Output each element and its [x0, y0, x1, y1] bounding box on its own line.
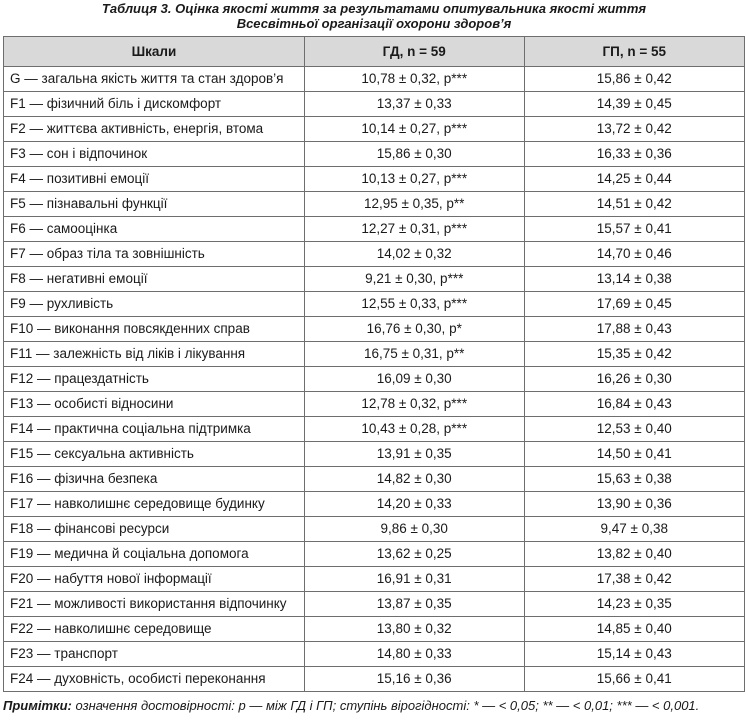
- gd-value-cell: 13,87 ± 0,35: [304, 592, 524, 617]
- gd-value-cell: 9,86 ± 0,30: [304, 517, 524, 542]
- scale-name-cell: F6 — самооцінка: [4, 217, 305, 242]
- gd-value-cell: 14,82 ± 0,30: [304, 467, 524, 492]
- gd-value-cell: 15,16 ± 0,36: [304, 667, 524, 692]
- table-row: [4, 192, 745, 217]
- footnote-label: Примітки:: [3, 698, 72, 713]
- table-row: [4, 492, 745, 517]
- table-row: [4, 267, 745, 292]
- gd-value-cell: 16,91 ± 0,31: [304, 567, 524, 592]
- scale-name-cell: F19 — медична й соціальна допомога: [4, 542, 305, 567]
- scale-name-cell: F12 — працездатність: [4, 367, 305, 392]
- scale-name-cell: F4 — позитивні емоції: [4, 167, 305, 192]
- table-row: [4, 567, 745, 592]
- gd-value-cell: 16,76 ± 0,30, p*: [304, 317, 524, 342]
- scale-name-cell: F18 — фінансові ресурси: [4, 517, 305, 542]
- gd-value-cell: 12,78 ± 0,32, p***: [304, 392, 524, 417]
- gd-value-cell: 10,13 ± 0,27, p***: [304, 167, 524, 192]
- gp-value-cell: 15,66 ± 0,41: [524, 667, 745, 692]
- scale-name-cell: F17 — навколишнє середовище будинку: [4, 492, 305, 517]
- gp-value-cell: 13,14 ± 0,38: [524, 267, 745, 292]
- scale-name-cell: F1 — фізичний біль і дискомфорт: [4, 92, 305, 117]
- gp-value-cell: 15,86 ± 0,42: [524, 67, 745, 92]
- table-row: [4, 117, 745, 142]
- scale-name-cell: F13 — особисті відносини: [4, 392, 305, 417]
- gd-value-cell: 15,86 ± 0,30: [304, 142, 524, 167]
- scale-name-cell: F11 — залежність від ліків і лікування: [4, 342, 305, 367]
- table-row: [4, 517, 745, 542]
- scale-name-cell: F8 — негативні емоції: [4, 267, 305, 292]
- gd-value-cell: 13,37 ± 0,33: [304, 92, 524, 117]
- gp-value-cell: 14,51 ± 0,42: [524, 192, 745, 217]
- table-row: [4, 592, 745, 617]
- gd-value-cell: 14,20 ± 0,33: [304, 492, 524, 517]
- gd-value-cell: 12,27 ± 0,31, p***: [304, 217, 524, 242]
- gd-value-cell: 16,09 ± 0,30: [304, 367, 524, 392]
- gp-value-cell: 17,38 ± 0,42: [524, 567, 745, 592]
- header-gd: ГД, n = 59: [304, 37, 524, 67]
- gp-value-cell: 14,39 ± 0,45: [524, 92, 745, 117]
- footnote-text: означення достовірності: p — між ГД і ГП; ступінь вірогідності: * — < 0,05; ** — < 0,01; *** — < 0,001.: [71, 698, 700, 713]
- table-row: [4, 92, 745, 117]
- table-row: [4, 617, 745, 642]
- table-header-row: [4, 37, 745, 67]
- table-row: [4, 142, 745, 167]
- table-row: [4, 467, 745, 492]
- table-row: [4, 167, 745, 192]
- gd-value-cell: 10,43 ± 0,28, p***: [304, 417, 524, 442]
- gd-value-cell: 10,14 ± 0,27, p***: [304, 117, 524, 142]
- table-row: [4, 67, 745, 92]
- scale-name-cell: G — загальна якість життя та стан здоров’я: [4, 67, 305, 92]
- quality-of-life-table: [3, 36, 745, 692]
- gp-value-cell: 15,57 ± 0,41: [524, 217, 745, 242]
- table-row: [4, 667, 745, 692]
- gp-value-cell: 15,35 ± 0,42: [524, 342, 745, 367]
- gp-value-cell: 16,33 ± 0,36: [524, 142, 745, 167]
- table-row: [4, 417, 745, 442]
- table-caption: [0, 0, 748, 31]
- scale-name-cell: F23 — транспорт: [4, 642, 305, 667]
- gp-value-cell: 13,72 ± 0,42: [524, 117, 745, 142]
- gp-value-cell: 14,23 ± 0,35: [524, 592, 745, 617]
- scale-name-cell: F15 — сексуальна активність: [4, 442, 305, 467]
- gd-value-cell: 9,21 ± 0,30, p***: [304, 267, 524, 292]
- table-row: [4, 342, 745, 367]
- gp-value-cell: 14,85 ± 0,40: [524, 617, 745, 642]
- gp-value-cell: 16,84 ± 0,43: [524, 392, 745, 417]
- gd-value-cell: 16,75 ± 0,31, p**: [304, 342, 524, 367]
- header-scales: Шкали: [4, 37, 305, 67]
- gp-value-cell: 15,63 ± 0,38: [524, 467, 745, 492]
- gp-value-cell: 17,69 ± 0,45: [524, 292, 745, 317]
- scale-name-cell: F21 — можливості використання відпочинку: [4, 592, 305, 617]
- scale-name-cell: F5 — пізнавальні функції: [4, 192, 305, 217]
- header-gp: ГП, n = 55: [524, 37, 745, 67]
- table-row: [4, 367, 745, 392]
- gd-value-cell: 13,91 ± 0,35: [304, 442, 524, 467]
- scale-name-cell: F20 — набуття нової інформації: [4, 567, 305, 592]
- table-row: [4, 292, 745, 317]
- gd-value-cell: 13,62 ± 0,25: [304, 542, 524, 567]
- gp-value-cell: 13,82 ± 0,40: [524, 542, 745, 567]
- gp-value-cell: 14,50 ± 0,41: [524, 442, 745, 467]
- caption-line-2: Всесвітньої організації охорони здоров’я: [236, 16, 512, 31]
- gp-value-cell: 15,14 ± 0,43: [524, 642, 745, 667]
- table-row: [4, 642, 745, 667]
- table-row: [4, 317, 745, 342]
- table-row: [4, 217, 745, 242]
- gp-value-cell: 12,53 ± 0,40: [524, 417, 745, 442]
- gp-value-cell: 14,25 ± 0,44: [524, 167, 745, 192]
- gd-value-cell: 12,95 ± 0,35, p**: [304, 192, 524, 217]
- scale-name-cell: F3 — сон і відпочинок: [4, 142, 305, 167]
- table-row: [4, 542, 745, 567]
- gp-value-cell: 17,88 ± 0,43: [524, 317, 745, 342]
- gd-value-cell: 14,80 ± 0,33: [304, 642, 524, 667]
- gp-value-cell: 14,70 ± 0,46: [524, 242, 745, 267]
- table-row: [4, 392, 745, 417]
- gd-value-cell: 14,02 ± 0,32: [304, 242, 524, 267]
- scale-name-cell: F14 — практична соціальна підтримка: [4, 417, 305, 442]
- table-row: [4, 442, 745, 467]
- scale-name-cell: F16 — фізична безпека: [4, 467, 305, 492]
- gd-value-cell: 12,55 ± 0,33, p***: [304, 292, 524, 317]
- scale-name-cell: F9 — рухливість: [4, 292, 305, 317]
- gd-value-cell: 10,78 ± 0,32, p***: [304, 67, 524, 92]
- gp-value-cell: 13,90 ± 0,36: [524, 492, 745, 517]
- gd-value-cell: 13,80 ± 0,32: [304, 617, 524, 642]
- scale-name-cell: F24 — духовність, особисті переконання: [4, 667, 305, 692]
- scale-name-cell: F7 — образ тіла та зовнішність: [4, 242, 305, 267]
- table-row: [4, 242, 745, 267]
- scale-name-cell: F2 — життєва активність, енергія, втома: [4, 117, 305, 142]
- gp-value-cell: 9,47 ± 0,38: [524, 517, 745, 542]
- table-footnote: [3, 698, 699, 713]
- gp-value-cell: 16,26 ± 0,30: [524, 367, 745, 392]
- scale-name-cell: F10 — виконання повсякденних справ: [4, 317, 305, 342]
- caption-line-1: Таблиця 3. Оцінка якості життя за результатами опитувальника якості життя: [101, 1, 647, 16]
- scale-name-cell: F22 — навколишнє середовище: [4, 617, 305, 642]
